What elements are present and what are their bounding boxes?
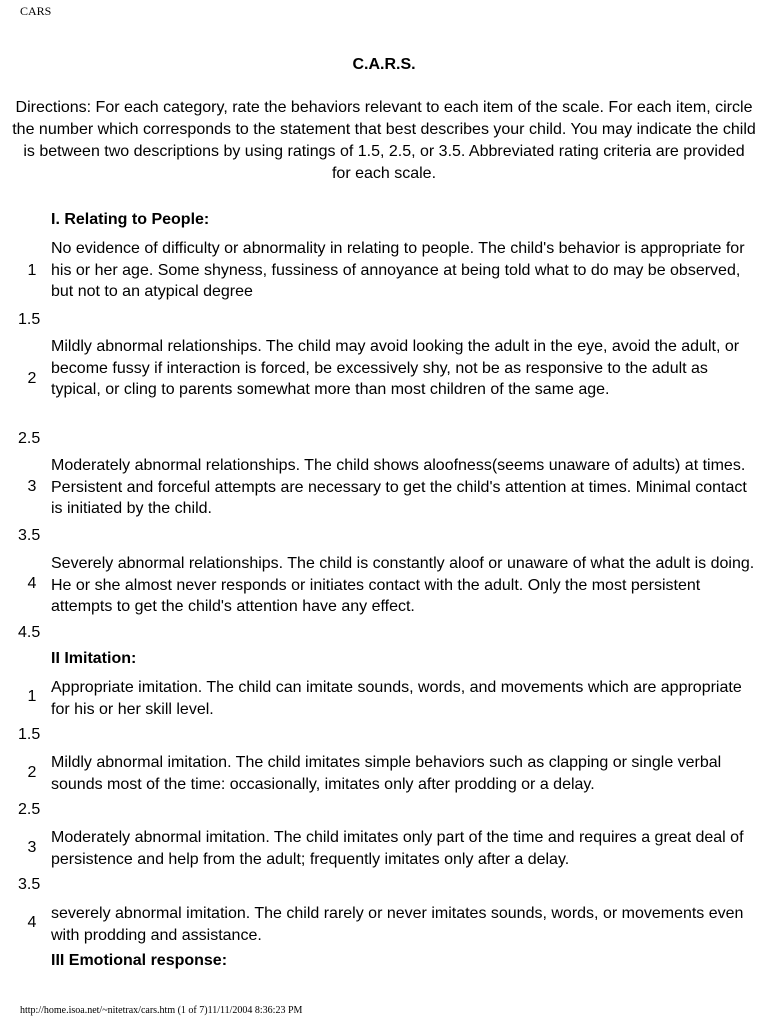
page-title: C.A.R.S. [352, 56, 416, 73]
rating-number: 3 [27, 478, 37, 495]
rating-half-number: 2.5 [18, 801, 41, 818]
rating-description: Appropriate imitation. The child can imitate sounds, words, and movements which are appropriate for his or her skill level. [51, 679, 742, 718]
rating-number: 4 [27, 575, 37, 592]
rating-number: 1 [27, 688, 37, 705]
section-heading-imitation: II Imitation: [51, 650, 137, 667]
rating-description: No evidence of difficulty or abnormality in relating to people. The child's behavior is appropriate for his or her age. Some shyness, fussiness of annoyance at being told what to do may be observed, but not to an atypical degree [51, 240, 745, 300]
rating-number: 4 [27, 914, 37, 931]
rating-number: 3 [27, 839, 37, 856]
rating-half-number: 1.5 [18, 311, 41, 328]
print-footer: http://home.isoa.net/~nitetrax/cars.htm (1 of 7)11/11/2004 8:36:23 PM [20, 1005, 303, 1016]
rating-half-number: 1.5 [18, 726, 41, 743]
rating-half-number: 4.5 [18, 624, 41, 641]
rating-number: 2 [27, 370, 37, 387]
rating-description: Mildly abnormal imitation. The child imitates simple behaviors such as clapping or single verbal sounds most of the time: occasionally, imitates only after prodding or a delay. [51, 754, 722, 793]
rating-description: Severely abnormal relationships. The child is constantly aloof or unaware of what the adult is doing. He or she almost never responds or initiates contact with the adult. Only the most persistent attempts to get the child's attention have any effect. [51, 555, 755, 615]
rating-number: 1 [27, 262, 37, 279]
rating-description: Moderately abnormal relationships. The child shows aloofness(seems unaware of adults) at times. Persistent and forceful attempts are necessary to get the child's attention at times. Minimal contact is initiated by the child. [51, 457, 747, 517]
rating-description: Mildly abnormal relationships. The child may avoid looking the adult in the eye, avoid the adult, or become fussy if interaction is forced, be excessively shy, not be as responsive to the adult as typical, or cling to parents somewhat more than most children of the same age. [51, 338, 740, 398]
section-heading-emotional-response: III Emotional response: [51, 952, 228, 969]
rating-half-number: 2.5 [18, 430, 41, 447]
rating-description: severely abnormal imitation. The child rarely or never imitates sounds, words, or movements even with prodding and assistance. [51, 905, 744, 944]
rating-description: Moderately abnormal imitation. The child imitates only part of the time and requires a great deal of persistence and help from the adult; frequently imitates only after a delay. [51, 829, 744, 868]
print-header: CARS [20, 4, 52, 18]
rating-half-number: 3.5 [18, 527, 41, 544]
rating-number: 2 [27, 764, 37, 781]
directions-text: Directions: For each category, rate the behaviors relevant to each item of the scale. For each item, circle the number which corresponds to the statement that best describes your child. You may indicate the child is between two descriptions by using ratings of 1.5, 2.5, or 3.5. Abbreviated rating criteria are provided for each scale. [12, 99, 756, 182]
section-heading-relating-to-people: I. Relating to People: [51, 211, 210, 228]
rating-half-number: 3.5 [18, 876, 41, 893]
